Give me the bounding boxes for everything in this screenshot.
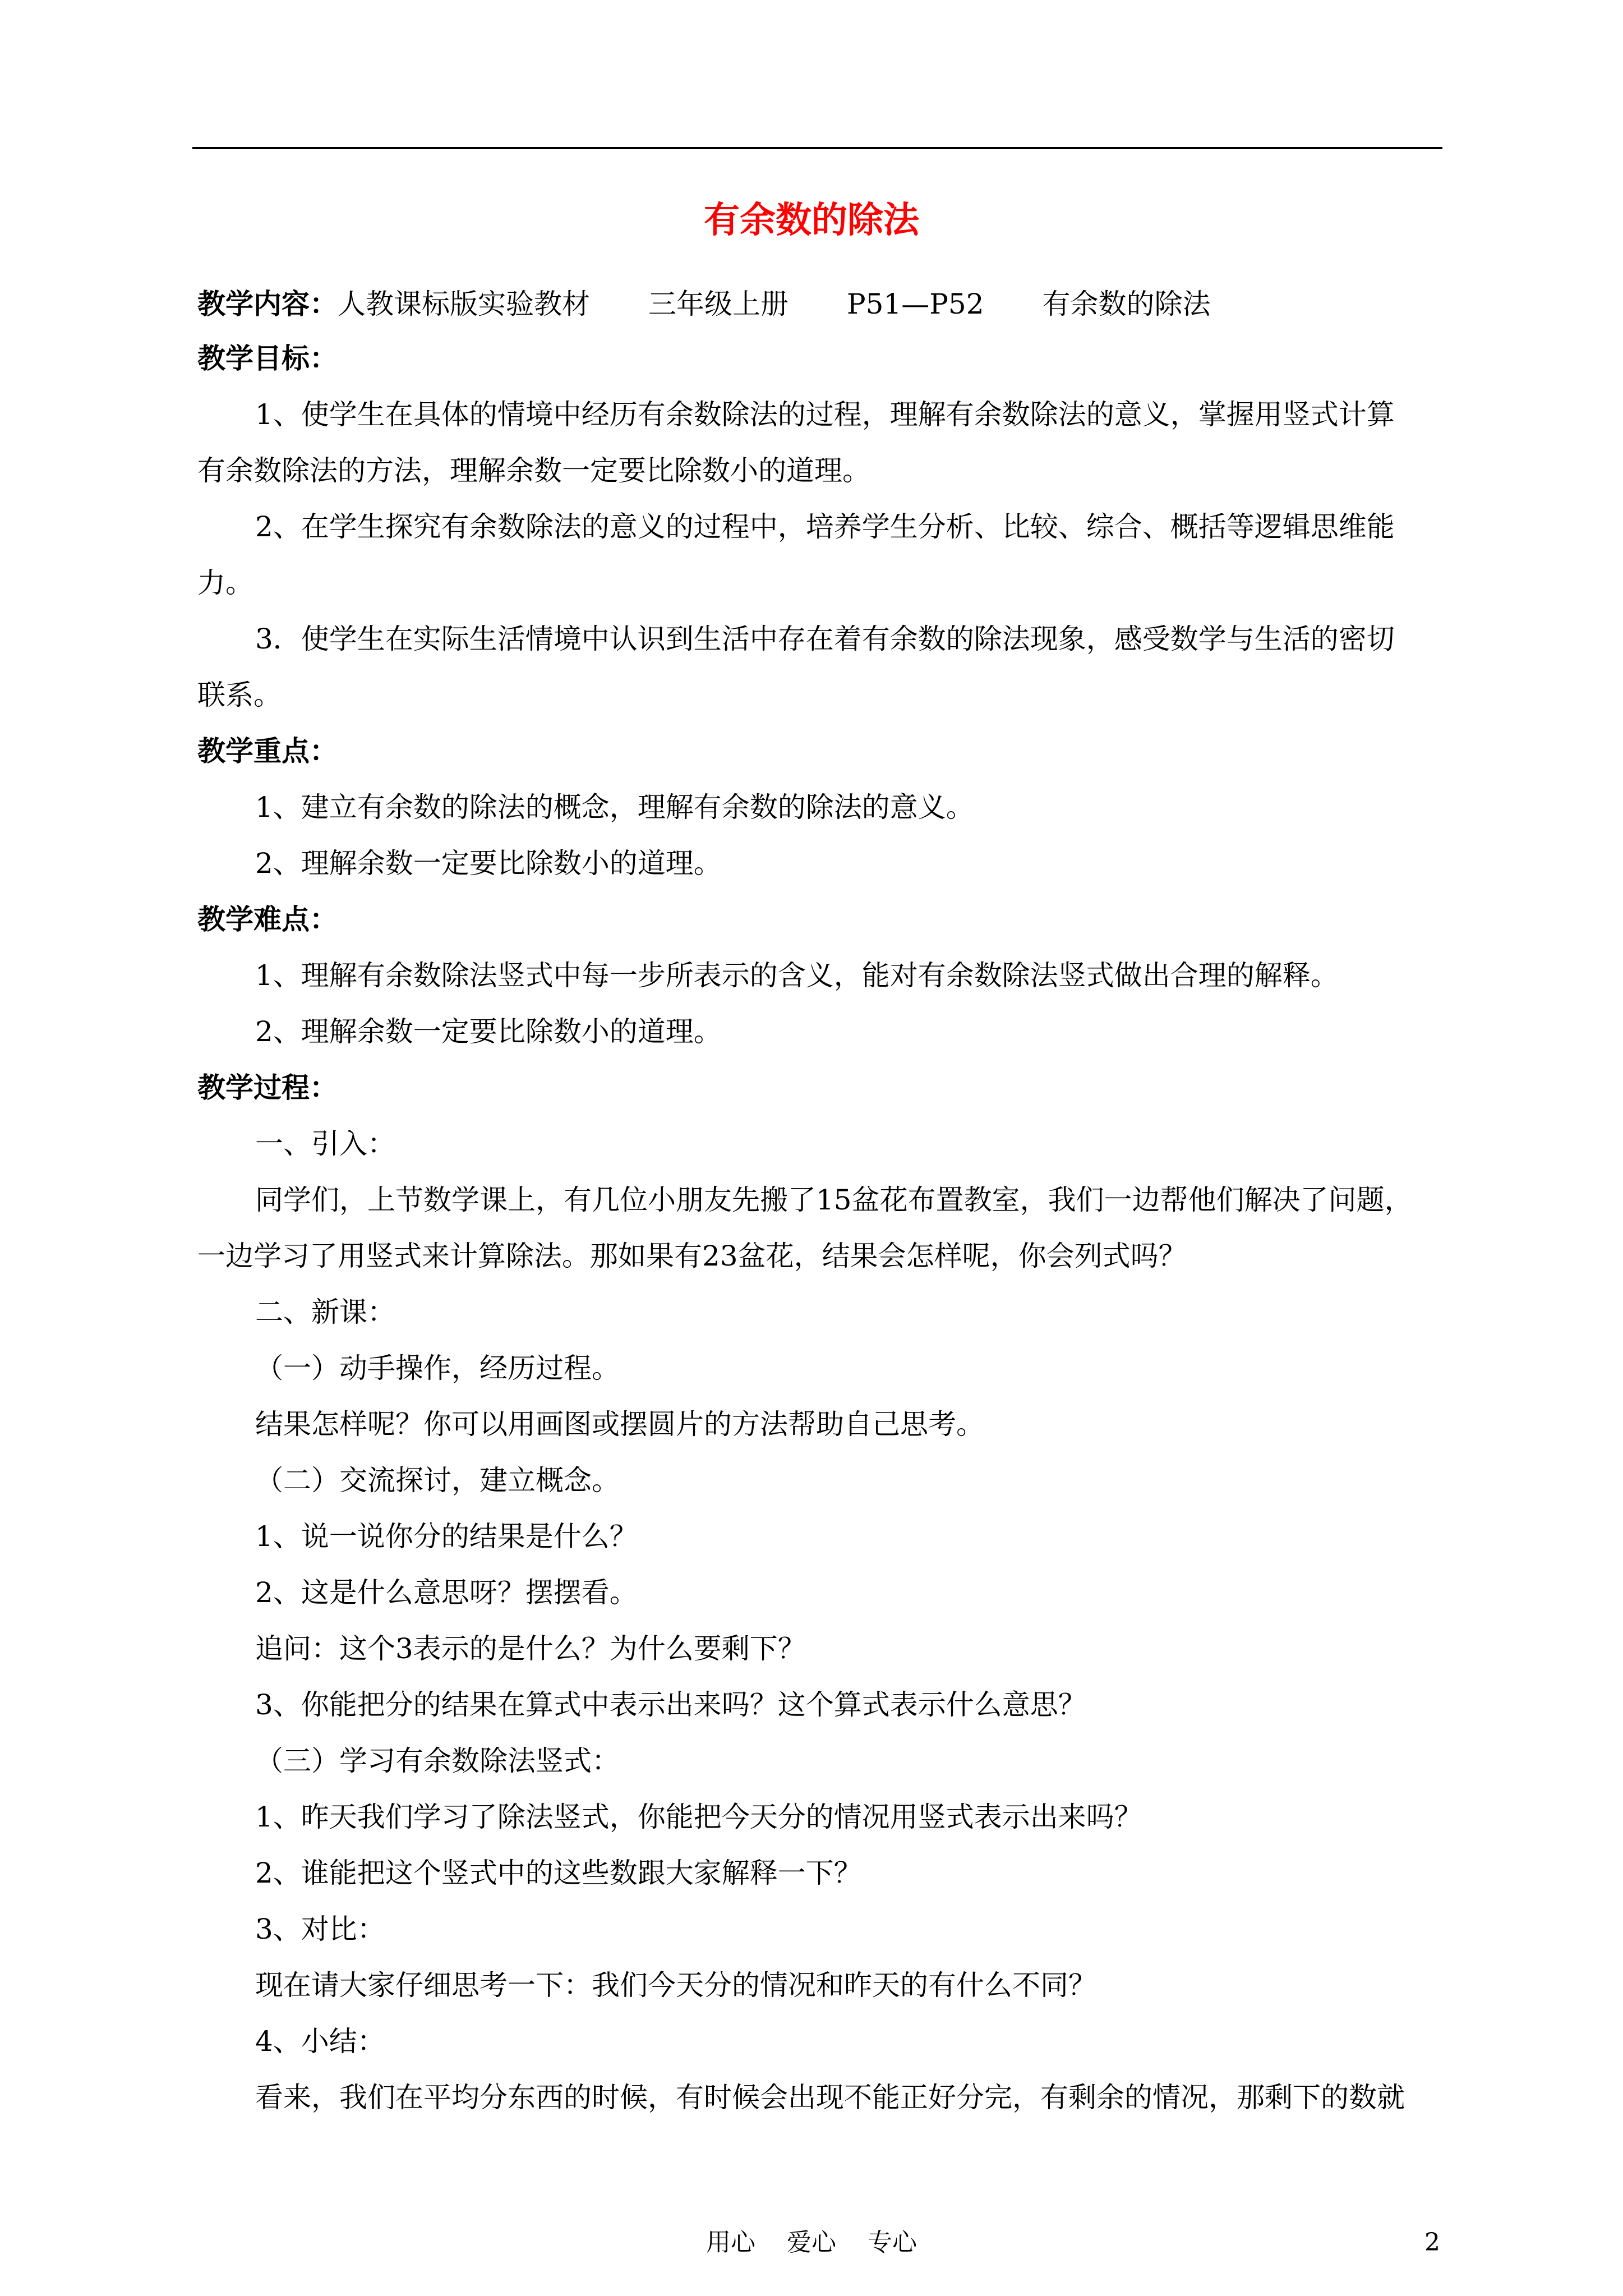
goal-line: 2、在学生探究有余数除法的意义的过程中，培养学生分析、比较、综合、概括等逻辑思维能 <box>255 510 1395 543</box>
process-line: 一边学习了用竖式来计算除法。那如果有23盆花，结果会怎样呢，你会列式吗？ <box>197 1240 1187 1272</box>
teaching-content <box>197 284 1211 324</box>
process-line: 2、谁能把这个竖式中的这些数跟大家解释一下？ <box>255 1857 862 1889</box>
keypoints-label: 教学重点： <box>197 734 338 767</box>
process-line: 2、这是什么意思呀？摆摆看。 <box>255 1576 638 1609</box>
difficulty-line: 2、理解余数一定要比除数小的道理。 <box>255 1015 722 1048</box>
process-line: （三）学习有余数除法竖式： <box>255 1745 620 1777</box>
content-part: 人教课标版实验教材 <box>338 288 590 320</box>
keypoint-line: 1、建立有余数的除法的概念，理解有余数的除法的意义。 <box>255 791 974 823</box>
footer-slogan <box>0 2226 1623 2260</box>
process-line: 结果怎样呢？你可以用画图或摆圆片的方法帮助自己思考。 <box>255 1408 984 1441</box>
content-part: 三年级上册 <box>648 288 789 320</box>
content-part: 有余数的除法 <box>1042 288 1211 320</box>
keypoint-line: 2、理解余数一定要比除数小的道理。 <box>255 847 722 880</box>
process-line: （一）动手操作，经历过程。 <box>255 1352 620 1384</box>
process-line: 现在请大家仔细思考一下：我们今天分的情况和昨天的有什么不同？ <box>255 1969 1096 2001</box>
difficulties-label: 教学难点： <box>197 903 338 936</box>
goal-line: 1、使学生在具体的情境中经历有余数除法的过程，理解有余数除法的意义，掌握用竖式计算 <box>255 398 1395 431</box>
goal-line: 联系。 <box>197 679 282 711</box>
process-line: 4、小结： <box>255 2025 385 2058</box>
process-line: 1、昨天我们学习了除法竖式，你能把今天分的情况用竖式表示出来吗？ <box>255 1801 1142 1833</box>
process-label: 教学过程： <box>197 1071 338 1104</box>
goal-line: 3．使学生在实际生活情境中认识到生活中存在着有余数的除法现象，感受数学与生活的密切 <box>255 623 1395 655</box>
process-line: 3、你能把分的结果在算式中表示出来吗？这个算式表示什么意思？ <box>255 1688 1086 1721</box>
header-rule <box>192 147 1442 149</box>
process-line: 二、新课： <box>255 1296 395 1328</box>
teaching-content-label: 教学内容： <box>197 287 338 320</box>
goal-line: 力。 <box>197 567 253 599</box>
process-line: 追问：这个3表示的是什么？为什么要剩下？ <box>255 1632 806 1665</box>
goal-line: 有余数除法的方法，理解余数一定要比除数小的道理。 <box>197 454 870 487</box>
page-number: 2 <box>1424 2228 1440 2257</box>
process-line: （二）交流探讨，建立概念。 <box>255 1464 620 1497</box>
goals-label: 教学目标： <box>197 342 338 375</box>
footer-item: 用心 <box>706 2228 755 2257</box>
process-line: 同学们，上节数学课上，有几位小朋友先搬了15盆花布置教室，我们一边帮他们解决了问题， <box>255 1184 1413 1216</box>
content-part: P51—P52 <box>847 288 984 320</box>
document-title: 有余数的除法 <box>704 199 919 241</box>
process-line: 一、引入： <box>255 1128 395 1160</box>
footer-item: 爱心 <box>787 2228 836 2257</box>
footer-item: 专心 <box>868 2228 917 2257</box>
process-line: 3、对比： <box>255 1913 385 1945</box>
difficulty-line: 1、理解有余数除法竖式中每一步所表示的含义，能对有余数除法竖式做出合理的解释。 <box>255 959 1339 992</box>
process-line: 看来，我们在平均分东西的时候，有时候会出现不能正好分完，有剩余的情况，那剩下的数就 <box>255 2081 1405 2114</box>
process-line: 1、说一说你分的结果是什么？ <box>255 1520 638 1553</box>
